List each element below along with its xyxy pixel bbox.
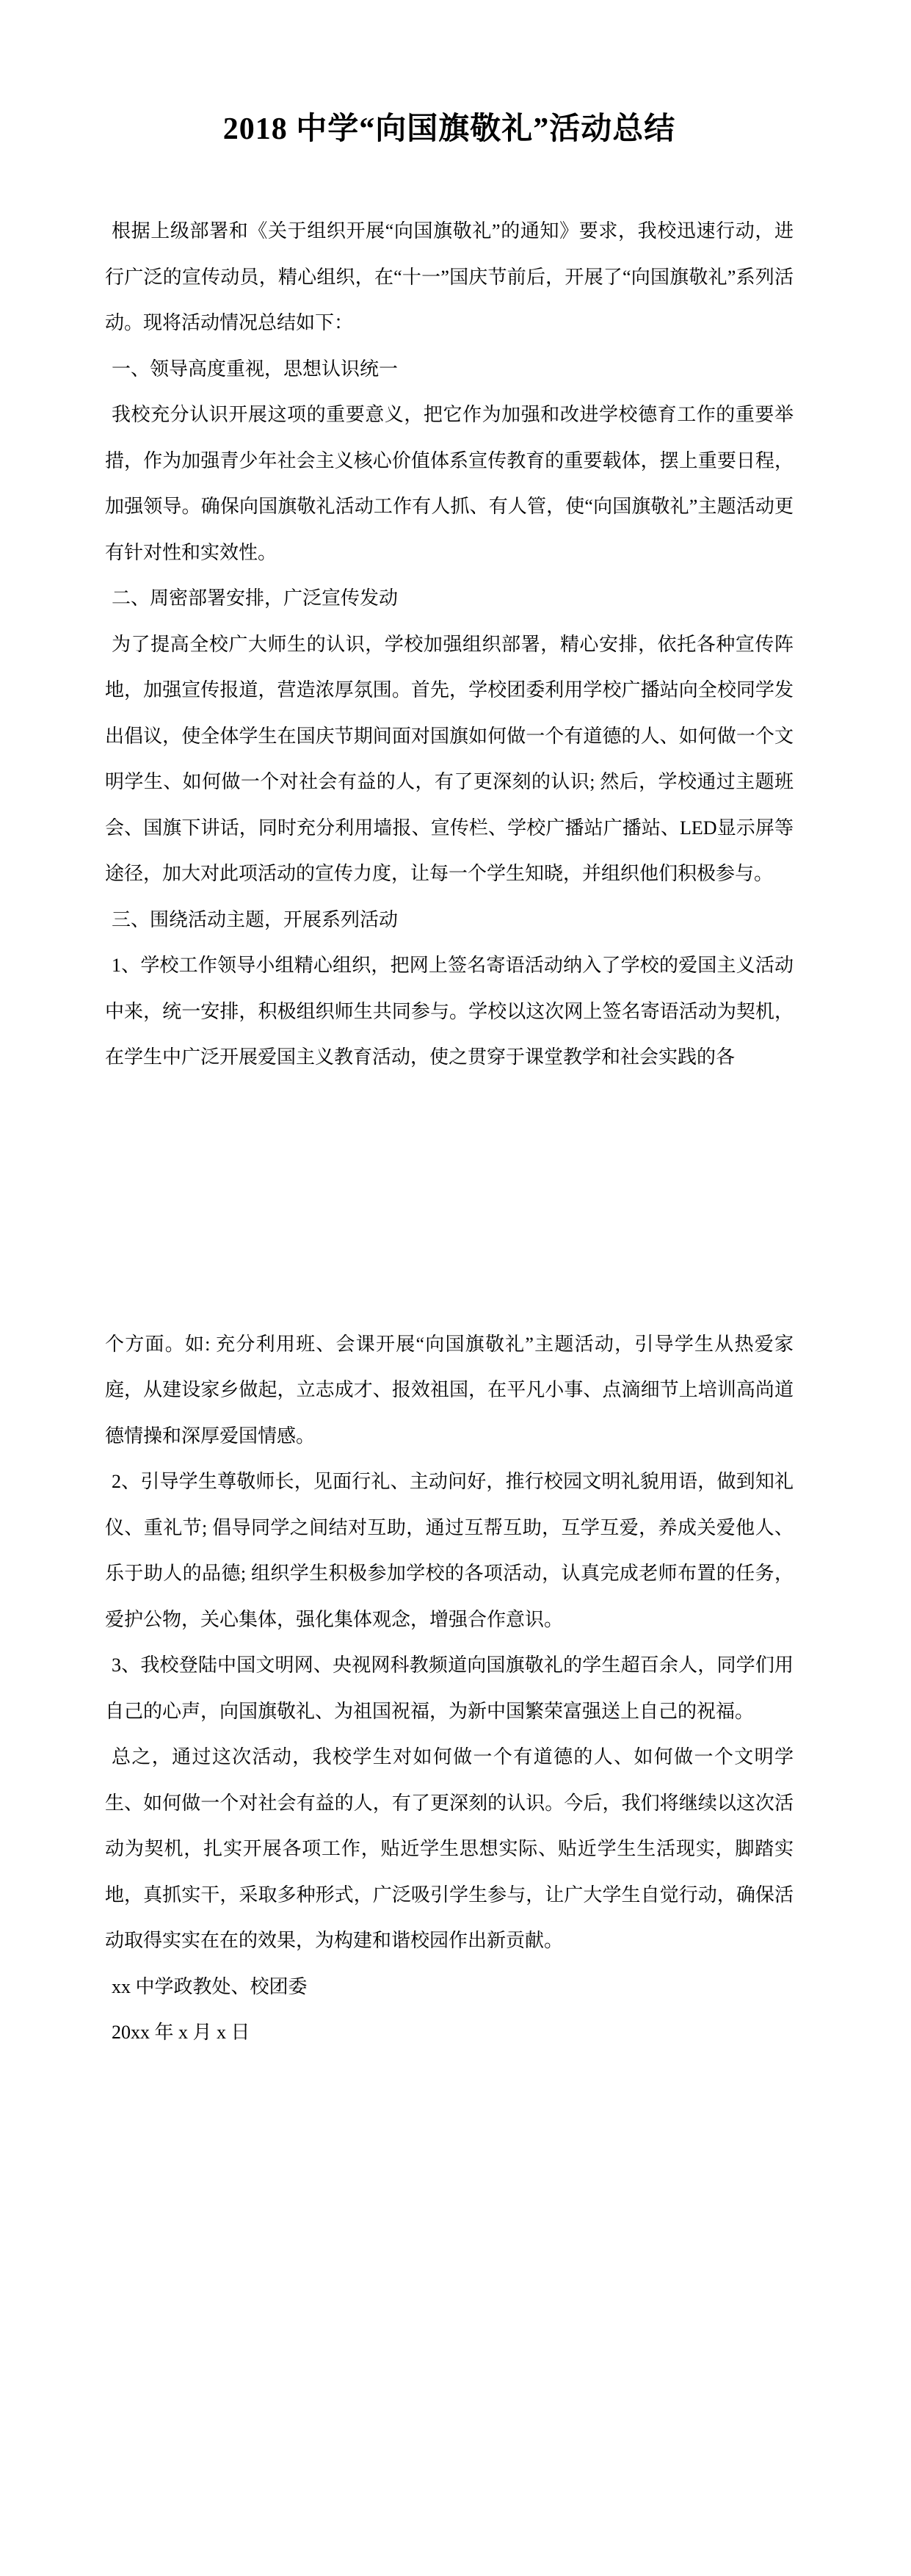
paragraph-item-3: 3、我校登陆中国文明网、央视网科教频道向国旗敬礼的学生超百余人，同学们用自己的心声，向国旗敬礼、为祖国祝福，为新中国繁荣富强送上自己的祝福。 [105,1654,794,1722]
section-heading-2: 二、周密部署安排，广泛宣传发动 [112,587,399,609]
date-line: 20xx 年 x 月 x 日 [112,2022,250,2043]
document-title: 2018 中学“向国旗敬礼”活动总结 [222,112,676,146]
section-heading-1: 一、领导高度重视，思想认识统一 [112,358,399,380]
paragraph-item-1-part-1: 1、学校工作领导小组精心组织，把网上签名寄语活动纳入了学校的爱国主义活动中来，统一安排，积极组织师生共同参与。学校以这次网上签名寄语活动为契机，在学生中广泛开展爱国主义教育活动，使之贯穿于课堂教学和社会实践的各 [105,955,794,1068]
paragraph-conclusion: 总之，通过这次活动，我校学生对如何做一个有道德的人、如何做一个文明学生、如何做一个对社会有益的人，有了更深刻的认识。今后，我们将继续以这次活动为契机，扎实开展各项工作，贴近学生思想实际、贴近学生生活现实，脚踏实地，真抓实干，采取多种形式，广泛吸引学生参与，让广大学生自觉行动，确保活动取得实实在在的效果，为构建和谐校园作出新贡献。 [105,1746,794,1951]
section-heading-3: 三、围绕活动主题，开展系列活动 [112,908,399,930]
paragraph-section-1: 我校充分认识开展这项的重要意义，把它作为加强和改进学校德育工作的重要举措，作为加强青少年社会主义核心价值体系宣传教育的重要载体，摆上重要日程，加强领导。确保向国旗敬礼活动工作有人抓、有人管，使“向国旗敬礼”主题活动更有针对性和实效性。 [105,404,794,563]
paragraph-intro: 根据上级部署和《关于组织开展“向国旗敬礼”的通知》要求，我校迅速行动，进行广泛的宣传动员，精心组织，在“十一”国庆节前后，开展了“向国旗敬礼”系列活动。现将活动情况总结如下： [105,220,794,333]
paragraph-item-2: 2、引导学生尊敬师长，见面行礼、主动问好，推行校园文明礼貌用语，做到知礼仪、重礼节; 倡导同学之间结对互助，通过互帮互助，互学互爱，养成关爱他人、乐于助人的品德; 组织学生积极参加学校的各项活动，认真完成老师布置的任务，爱护公物，关心集体，强化集体观念，增强合作意识。 [105,1471,794,1630]
signature-line: xx 中学政教处、校团委 [112,1975,308,1997]
paragraph-item-1-part-2: 个方面。如: 充分利用班、会课开展“向国旗敬礼”主题活动，引导学生从热爱家庭，从建设家乡做起，立志成才、报效祖国，在平凡小事、点滴细节上培训高尚道德情操和深厚爱国情感。 [105,1333,794,1447]
document-content [105,0,794,2056]
paragraph-section-2: 为了提高全校广大师生的认识，学校加强组织部署，精心安排，依托各种宣传阵地，加强宣传报道，营造浓厚氛围。首先，学校团委利用学校广播站向全校同学发出倡议，使全体学生在国庆节期间面对国旗如何做一个有道德的人、如何做一个文明学生、如何做一个对社会有益的人，有了更深刻的认识; 然后，学校通过主题班会、国旗下讲话，同时充分利用墙报、宣传栏、学校广播站广播站、LED显示屏等途径，加大对此项活动的宣传力度，让每一个学生知晓，并组织他们积极参与。 [105,633,794,884]
